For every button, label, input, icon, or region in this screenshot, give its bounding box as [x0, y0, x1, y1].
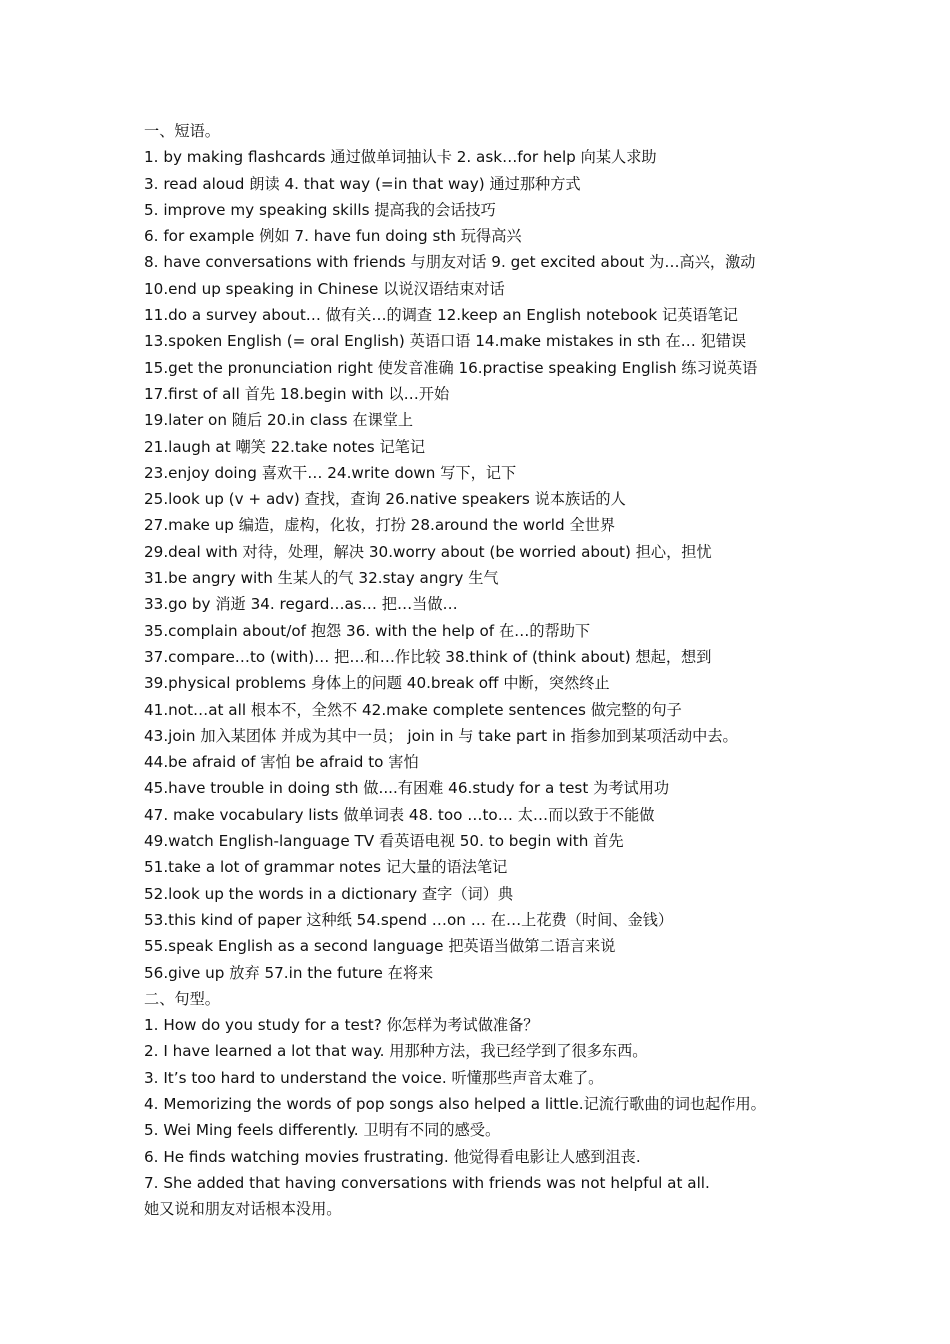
- phrase-line: 56.give up 放弃 57.in the future 在将来: [144, 963, 434, 982]
- phrase-line: 8. have conversations with friends 与朋友对话 9. get excited about 为…高兴，激动: [144, 253, 756, 272]
- sentence-line: 6. He finds watching movies frustrating. 他觉得看电影让人感到沮丧.: [144, 1147, 641, 1166]
- phrase-line: 6. for example 例如 7. have fun doing sth 玩得高兴: [144, 227, 522, 246]
- phrase-line: 33.go by 消逝 34. regard…as… 把…当做…: [144, 595, 458, 614]
- phrase-line: 10.end up speaking in Chinese 以说汉语结束对话: [144, 279, 505, 298]
- section-title-phrases: 一、短语。: [144, 122, 220, 140]
- sentence-line: 7. She added that having conversations with friends was not helpful at all.: [144, 1173, 710, 1192]
- phrase-line: 29.deal with 对待，处理，解决 30.worry about (be worried about) 担心，担忧: [144, 542, 712, 561]
- sentence-list: [144, 1012, 804, 1222]
- phrase-line: 45.have trouble in doing sth 做....有困难 46.study for a test 为考试用功: [144, 779, 670, 798]
- sentence-line: 她又说和朋友对话根本没用。: [144, 1200, 342, 1219]
- phrase-line: 17.first of all 首先 18.begin with 以…开始: [144, 384, 450, 403]
- phrase-line: 27.make up 编造，虚构，化妆，打扮 28.around the world 全世界: [144, 516, 616, 535]
- phrase-line: 35.complain about/of 抱怨 36. with the help of 在…的帮助下: [144, 621, 591, 640]
- phrase-line: 19.later on 随后 20.in class 在课堂上: [144, 411, 414, 430]
- phrase-line: 43.join 加入某团体 并成为其中一员； join in 与 take part in 指参加到某项活动中去。: [144, 726, 738, 745]
- phrase-line: 21.laugh at 嘲笑 22.take notes 记笔记: [144, 437, 426, 456]
- phrase-line: 15.get the pronunciation right 使发音准确 16.practise speaking English 练习说英语: [144, 358, 758, 377]
- phrase-line: 39.physical problems 身体上的问题 40.break off 中断，突然终止: [144, 674, 610, 693]
- phrase-line: 52.look up the words in a dictionary 查字（词）典: [144, 884, 514, 903]
- phrase-line: 47. make vocabulary lists 做单词表 48. too …to… 太…而以致于不能做: [144, 805, 655, 824]
- phrase-line: 55.speak English as a second language 把英语当做第二语言来说: [144, 937, 616, 956]
- section-title-sentences: 二、句型。: [144, 989, 220, 1008]
- phrase-line: 1. by making flashcards 通过做单词抽认卡 2. ask…for help 向某人求助: [144, 148, 657, 167]
- phrase-line: 25.look up (v + adv) 查找，查询 26.native speakers 说本族话的人: [144, 490, 626, 509]
- phrase-line: 31.be angry with 生某人的气 32.stay angry 生气: [144, 569, 499, 588]
- sentence-line: 3. It’s too hard to understand the voice. 听懂那些声音太难了。: [144, 1068, 604, 1087]
- phrase-line: 53.this kind of paper 这种纸 54.spend …on … 在…上花费（时间、金钱）: [144, 910, 674, 929]
- phrase-line: 44.be afraid of 害怕 be afraid to 害怕: [144, 753, 419, 772]
- phrase-list: [144, 144, 804, 986]
- document-page: [144, 118, 804, 1222]
- phrase-line: 41.not…at all 根本不，全然不 42.make complete sentences 做完整的句子: [144, 700, 682, 719]
- phrase-line: 49.watch English-language TV 看英语电视 50. to begin with 首先: [144, 832, 624, 851]
- phrase-line: 51.take a lot of grammar notes 记大量的语法笔记: [144, 858, 508, 877]
- phrase-line: 37.compare…to (with)… 把…和…作比较 38.think of (think about) 想起，想到: [144, 647, 712, 666]
- phrase-line: 5. improve my speaking skills 提高我的会话技巧: [144, 200, 496, 219]
- phrase-line: 11.do a survey about… 做有关…的调查 12.keep an English notebook 记英语笔记: [144, 306, 738, 325]
- sentence-line: 2. I have learned a lot that way. 用那种方法，我已经学到了很多东西。: [144, 1042, 648, 1061]
- sentence-line: 5. Wei Ming feels differently. 卫明有不同的感受。: [144, 1121, 501, 1140]
- phrase-line: 13.spoken English (= oral English) 英语口语 14.make mistakes in sth 在… 犯错误: [144, 332, 747, 351]
- phrase-line: 3. read aloud 朗读 4. that way (=in that way) 通过那种方式: [144, 174, 581, 193]
- phrase-line: 23.enjoy doing 喜欢干… 24.write down 写下，记下: [144, 463, 517, 482]
- sentence-line: 1. How do you study for a test? 你怎样为考试做准备？: [144, 1016, 539, 1035]
- sentence-line: 4. Memorizing the words of pop songs also helped a little.记流行歌曲的词也起作用。: [144, 1094, 766, 1113]
